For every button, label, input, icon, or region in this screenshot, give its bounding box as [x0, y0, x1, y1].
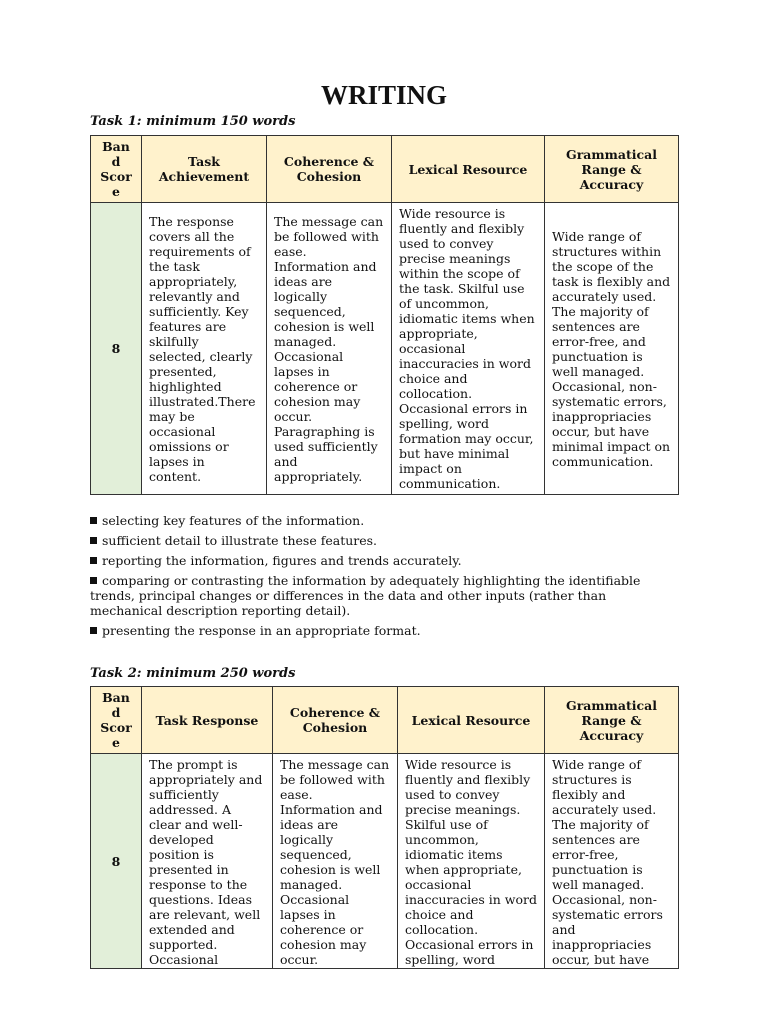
column-header-task-achievement: Task Achievement — [142, 136, 267, 203]
square-bullet-icon — [90, 577, 97, 584]
page-title: WRITING — [320, 80, 448, 110]
grammatical-range-descriptor: Wide range of structures is flexibly and accurately used. The majority of sentences are error-free, punctuation is well managed. Occasional, non-systematic errors and inappropriacies occur, but have — [545, 754, 679, 969]
band-score-value: 8 — [91, 754, 142, 969]
band-score-header: Ban d Scor e — [91, 136, 142, 203]
band-score-value: 8 — [91, 203, 142, 495]
table-row — [91, 203, 679, 495]
list-item: selecting key features of the information. — [90, 513, 650, 528]
column-header-grammatical-range: Grammatical Range & Accuracy — [545, 687, 679, 754]
grammatical-range-descriptor: Wide range of structures within the scope of the task is flexibly and accurately used. The majority of sentences are error-free, and punctuation is well managed. Occasional, non-systematic errors, inappropriacies occur, but have minimal impact on communication. — [545, 203, 679, 495]
table-header-row — [91, 136, 679, 203]
list-item: sufficient detail to illustrate these features. — [90, 533, 650, 548]
table-header-row — [91, 687, 679, 754]
coherence-cohesion-descriptor: The message can be followed with ease. Information and ideas are logically sequenced, cohesion is well managed. Occasional lapses in coherence or cohesion may occur. Paragraphing is used sufficiently and appropriately. — [267, 203, 392, 495]
task1-heading: Task 1: minimum 150 words — [90, 114, 296, 129]
lexical-resource-descriptor: Wide resource is fluently and flexibly used to convey precise meanings within the scope of the task. Skilful use of uncommon, idiomatic items when appropriate, occasional inaccuracies in word choice and collocation. Occasional errors in spelling, word formation may occur, but have minimal impact on communication. — [392, 203, 545, 495]
list-item: reporting the information, figures and trends accurately. — [90, 553, 650, 568]
square-bullet-icon — [90, 537, 97, 544]
column-header-coherence-cohesion: Coherence & Cohesion — [267, 136, 392, 203]
list-item: comparing or contrasting the information by adequately highlighting the identifiable trends, principal changes or differences in the data and other inputs (rather than mechanical description reporting detail). — [90, 573, 641, 618]
square-bullet-icon — [90, 517, 97, 524]
task-achievement-descriptor: The response covers all the requirements of the task appropriately, relevantly and sufficiently. Key features are skilfully selected, clearly presented, highlighted illustrated.There may be occasional omissions or lapses in content. — [142, 203, 267, 495]
column-header-task-response: Task Response — [142, 687, 273, 754]
task2-heading: Task 2: minimum 250 words — [90, 666, 296, 681]
square-bullet-icon — [90, 557, 97, 564]
column-header-lexical-resource: Lexical Resource — [392, 136, 545, 203]
task1-rubric-table — [90, 135, 679, 495]
list-item: presenting the response in an appropriate format. — [90, 623, 650, 638]
table-row — [91, 754, 679, 969]
task-response-descriptor: The prompt is appropriately and sufficiently addressed. A clear and well-developed position is presented in response to the questions. Ideas are relevant, well extended and supported. Occasional — [142, 754, 273, 969]
column-header-coherence-cohesion: Coherence & Cohesion — [273, 687, 398, 754]
coherence-cohesion-descriptor: The message can be followed with ease. Information and ideas are logically sequenced, cohesion is well managed. Occasional lapses in coherence or cohesion may occur. — [273, 754, 398, 969]
square-bullet-icon — [90, 627, 97, 634]
column-header-lexical-resource: Lexical Resource — [398, 687, 545, 754]
band-score-header: Ban d Scor e — [91, 687, 142, 754]
task1-bullet-list — [90, 513, 650, 643]
column-header-grammatical-range: Grammatical Range & Accuracy — [545, 136, 679, 203]
lexical-resource-descriptor: Wide resource is fluently and flexibly used to convey precise meanings. Skilful use of uncommon, idiomatic items when appropriate, occasional inaccuracies in word choice and collocation. Occasional errors in spelling, word — [398, 754, 545, 969]
task2-rubric-table — [90, 686, 679, 969]
